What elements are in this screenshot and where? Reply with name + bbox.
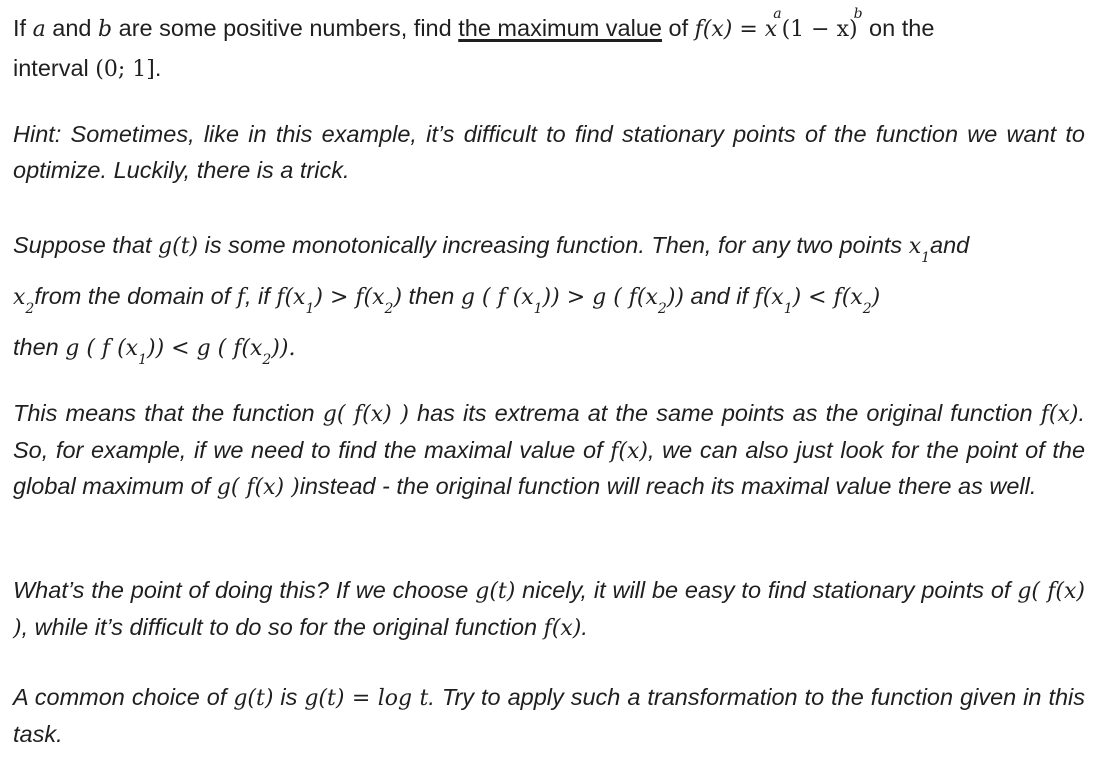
math: ) > f(x (314, 285, 385, 310)
math-log-equation: g(t) = log t (304, 686, 429, 711)
text: , we can also just look for the point of the global maximum of (13, 436, 1086, 499)
text: and if (684, 283, 755, 309)
math: )) (666, 285, 684, 310)
text: is some monotonically increasing function. Then, for any two points (198, 232, 909, 258)
math: g ( f (x (460, 285, 534, 310)
text: This means that the function (13, 400, 323, 426)
subscript: 2 (25, 301, 35, 317)
math-f-x: f(x) (610, 438, 648, 464)
problem-text: interval (13, 54, 96, 81)
math: )) > g ( f(x (542, 285, 658, 310)
subscript: 1 (783, 301, 793, 317)
text: , while it’s difficult to do so for the original function (21, 613, 544, 640)
math-f: f (236, 285, 245, 310)
emphasis-max-value: the maximum value (458, 15, 662, 41)
variable-b: b (98, 17, 113, 42)
formula-mid: (1 − x) (781, 17, 858, 42)
problem-text: . (154, 54, 162, 81)
subscript: 2 (657, 301, 667, 317)
problem-text: are some positive numbers, find (112, 15, 459, 41)
math-g-t: g(t) (475, 579, 516, 604)
interval: (0; 1] (95, 56, 155, 82)
math-g-f-x: g( f(x) ) (13, 579, 1086, 641)
text: then (13, 334, 66, 360)
subscript: 1 (921, 250, 931, 266)
math-x: x (13, 285, 26, 310)
problem-statement (13, 6, 1085, 87)
means-paragraph (13, 396, 1085, 506)
problem-text: on the (862, 15, 935, 41)
hint-paragraph: Hint: Sometimes, like in this example, it’s difficult to find stationary points of the function we want to optimize. Luckily, there is a trick. (13, 121, 1085, 183)
math-g-f-x: g( f(x) ) (216, 475, 300, 500)
suppose-paragraph (13, 222, 1085, 375)
math: ) (393, 285, 403, 310)
common-choice-paragraph (13, 680, 1085, 752)
variable-a: a (32, 17, 46, 42)
math: f(x (276, 285, 306, 310)
subscript: 2 (862, 301, 872, 317)
text: . Try to apply such a transformation to the function given in this task. (13, 684, 1086, 747)
text: A common choice of (13, 684, 234, 710)
math-f-x: f(x) (543, 615, 582, 641)
problem-text: and (45, 15, 98, 41)
text: , if (244, 283, 277, 309)
text: Suppose that (13, 232, 159, 258)
subscript: 2 (262, 352, 272, 368)
math: g ( f (x (65, 336, 139, 361)
formula-lhs: f(x) (694, 17, 733, 42)
math: f(x (754, 285, 784, 310)
text: . (581, 613, 588, 640)
whats-point-paragraph (13, 573, 1085, 646)
problem-text: of (661, 15, 695, 41)
math: )) < g ( f(x (146, 336, 263, 361)
math: ) (871, 285, 881, 310)
subscript: 1 (305, 301, 315, 317)
math-f-x: f(x) (1040, 402, 1079, 427)
math-x: x (908, 234, 922, 259)
text: instead - the original function will reach its maximal value there as well. (299, 473, 1037, 499)
text: What’s the point of doing this? If we choose (13, 577, 476, 603)
math-g-t: g(t) (233, 686, 274, 711)
text: and (930, 232, 970, 258)
text: . So, for example, if we need to find the maximal value of (13, 400, 1085, 463)
subscript: 1 (138, 352, 147, 368)
text: has its extrema at the same points as the original function (408, 400, 1041, 426)
math: )). (271, 336, 296, 361)
formula-eq: = x (732, 17, 778, 42)
subscript: 1 (533, 301, 543, 317)
formula-exponent-b: b (853, 6, 863, 22)
text: is (273, 684, 305, 710)
text: from the domain of (34, 283, 237, 309)
math-g-f-x: g( f(x) ) (322, 402, 409, 427)
text: nicely, it will be easy to find stationary points of (515, 577, 1018, 603)
problem-text: If (13, 15, 33, 41)
math: ) < f(x (792, 285, 863, 310)
formula-exponent-a: a (773, 6, 782, 22)
text: then (402, 283, 461, 309)
subscript: 2 (384, 301, 394, 317)
math-g-t: g(t) (158, 234, 199, 259)
